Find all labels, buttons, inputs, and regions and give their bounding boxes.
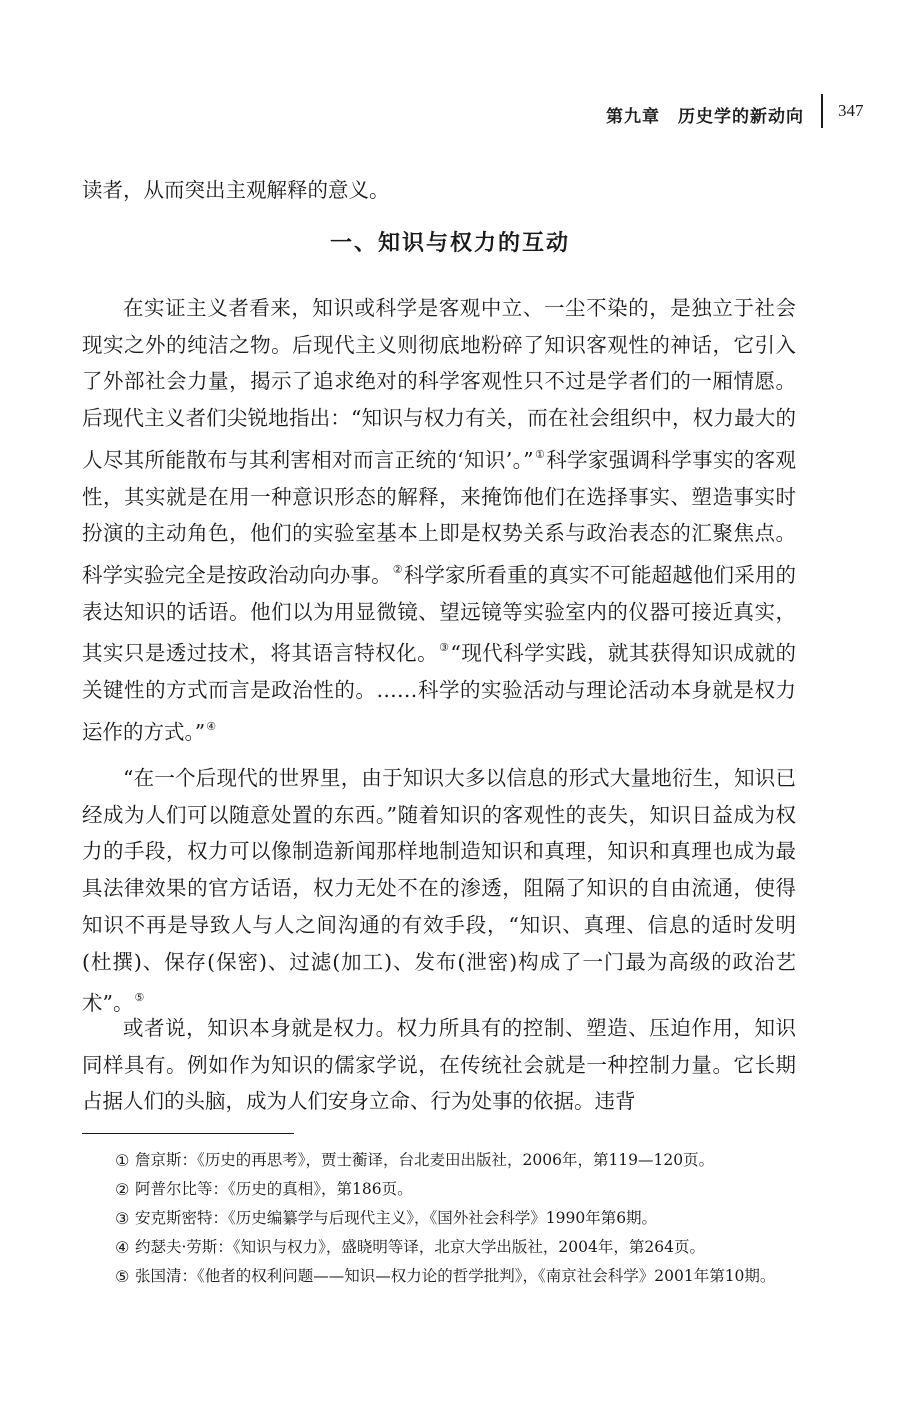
header-divider xyxy=(821,94,823,128)
footnote-ref[interactable]: ③ xyxy=(439,641,450,655)
footnote-text: 詹京斯：《历史的再思考》，贾士蘅译，台北麦田出版社，2006年，第119—120页。 xyxy=(135,1151,715,1169)
paragraph-1 xyxy=(82,290,796,750)
footnote-mark: ⑤ xyxy=(115,1267,130,1286)
footnote-text: 安克斯密特：《历史编纂学与后现代主义》，《国外社会科学》1990年第6期。 xyxy=(135,1209,658,1227)
footnotes xyxy=(82,1146,796,1291)
footnote-item xyxy=(82,1175,796,1204)
footnote-item xyxy=(82,1204,796,1233)
footnote-mark: ④ xyxy=(115,1238,130,1257)
footnote-text: 阿普尔比等：《历史的真相》，第186页。 xyxy=(135,1180,413,1198)
paragraph-text: 在实证主义者看来，知识或科学是客观中立、一尘不染的，是独立于社会现实之外的纯洁之物。后现代主义则彻底地粉碎了知识客观性的神话，它引入了外部社会力量，揭示了追求绝对的科学客观性只不过是学者们的一厢情愿。后现代主义者们尖锐地指出：“知识与权力有关，而在社会组织中，权力最大的人尽其所能散布与其利害相对而言正统的‘知识’。” xyxy=(82,296,796,472)
footnote-ref[interactable]: ① xyxy=(534,447,546,461)
footnote-mark: ① xyxy=(115,1151,130,1170)
paragraph-text: 科学家强调科学事实的客观性，其实就是在用一种意识形态的解释，来掩饰他们在选择事实、塑造事实时扮演的主动角色，他们的实验室基本上即是权势关系与政治表态的汇聚焦点。科学实验完全是按政治动向办事。 xyxy=(82,447,797,587)
footnote-text: 约瑟夫·劳斯：《知识与权力》，盛晓明等译，北京大学出版社，2004年，第264页。 xyxy=(135,1238,705,1256)
footnote-item xyxy=(82,1146,796,1175)
chapter-title: 第九章 历史学的新动向 xyxy=(606,107,804,127)
footnote-divider xyxy=(82,1133,294,1134)
section-heading: 一、知识与权力的互动 xyxy=(329,231,570,256)
lead-text: 读者，从而突出主观解释的意义。 xyxy=(82,178,390,202)
footnote-item xyxy=(82,1262,796,1291)
paragraph-text: “在一个后现代的世界里，由于知识大多以信息的形式大量地衍生，知识已经成为人们可以随意处置的东西。”随着知识的客观性的丧失，知识日益成为权力的手段，权力可以像制造新闻那样地制造知识和真理，知识和真理也成为最具法律效果的官方话语，权力无处不在的渗透，阻隔了知识的自由流通，使得知识不再是导致人与人之间沟通的有效手段，“知识、真理、信息的适时发明(杜撰)、保存(保密)、过滤(加工)、发布(泄密)构成了一门最为高级的政治艺术”。 xyxy=(82,766,796,1016)
page-number: 347 xyxy=(838,101,864,120)
paragraph-text: 科学家所看重的真实不可能超越他们采用的表达知识的话语。他们以为用显微镜、望远镜等实验室内的仪器可接近真实，其实只是透过技术，将其语言特权化。 xyxy=(82,562,796,666)
footnote-ref[interactable]: ⑤ xyxy=(134,991,145,1005)
paragraph-3 xyxy=(82,1010,796,1120)
footnote-mark: ③ xyxy=(115,1209,130,1228)
footnote-ref[interactable]: ② xyxy=(392,562,403,576)
paragraph-2 xyxy=(82,760,796,1022)
footnote-item xyxy=(82,1233,796,1262)
footnote-ref[interactable]: ④ xyxy=(206,719,217,733)
paragraph-text: 或者说，知识本身就是权力。权力所具有的控制、塑造、压迫作用，知识同样具有。例如作为知识的儒家学说，在传统社会就是一种控制力量。它长期占据人们的头脑，成为人们安身立命、行为处事的依据。违背 xyxy=(82,1016,796,1114)
footnote-mark: ② xyxy=(115,1180,130,1199)
paragraph-text: “现代科学实践，就其获得知识成就的关键性的方式而言是政治性的。……科学的实验活动与理论活动本身就是权力运作的方式。” xyxy=(82,641,796,744)
footnote-text: 张国清：《他者的权利问题——知识—权力论的哲学批判》，《南京社会科学》2001年第10期。 xyxy=(135,1267,776,1285)
running-header xyxy=(0,100,900,130)
